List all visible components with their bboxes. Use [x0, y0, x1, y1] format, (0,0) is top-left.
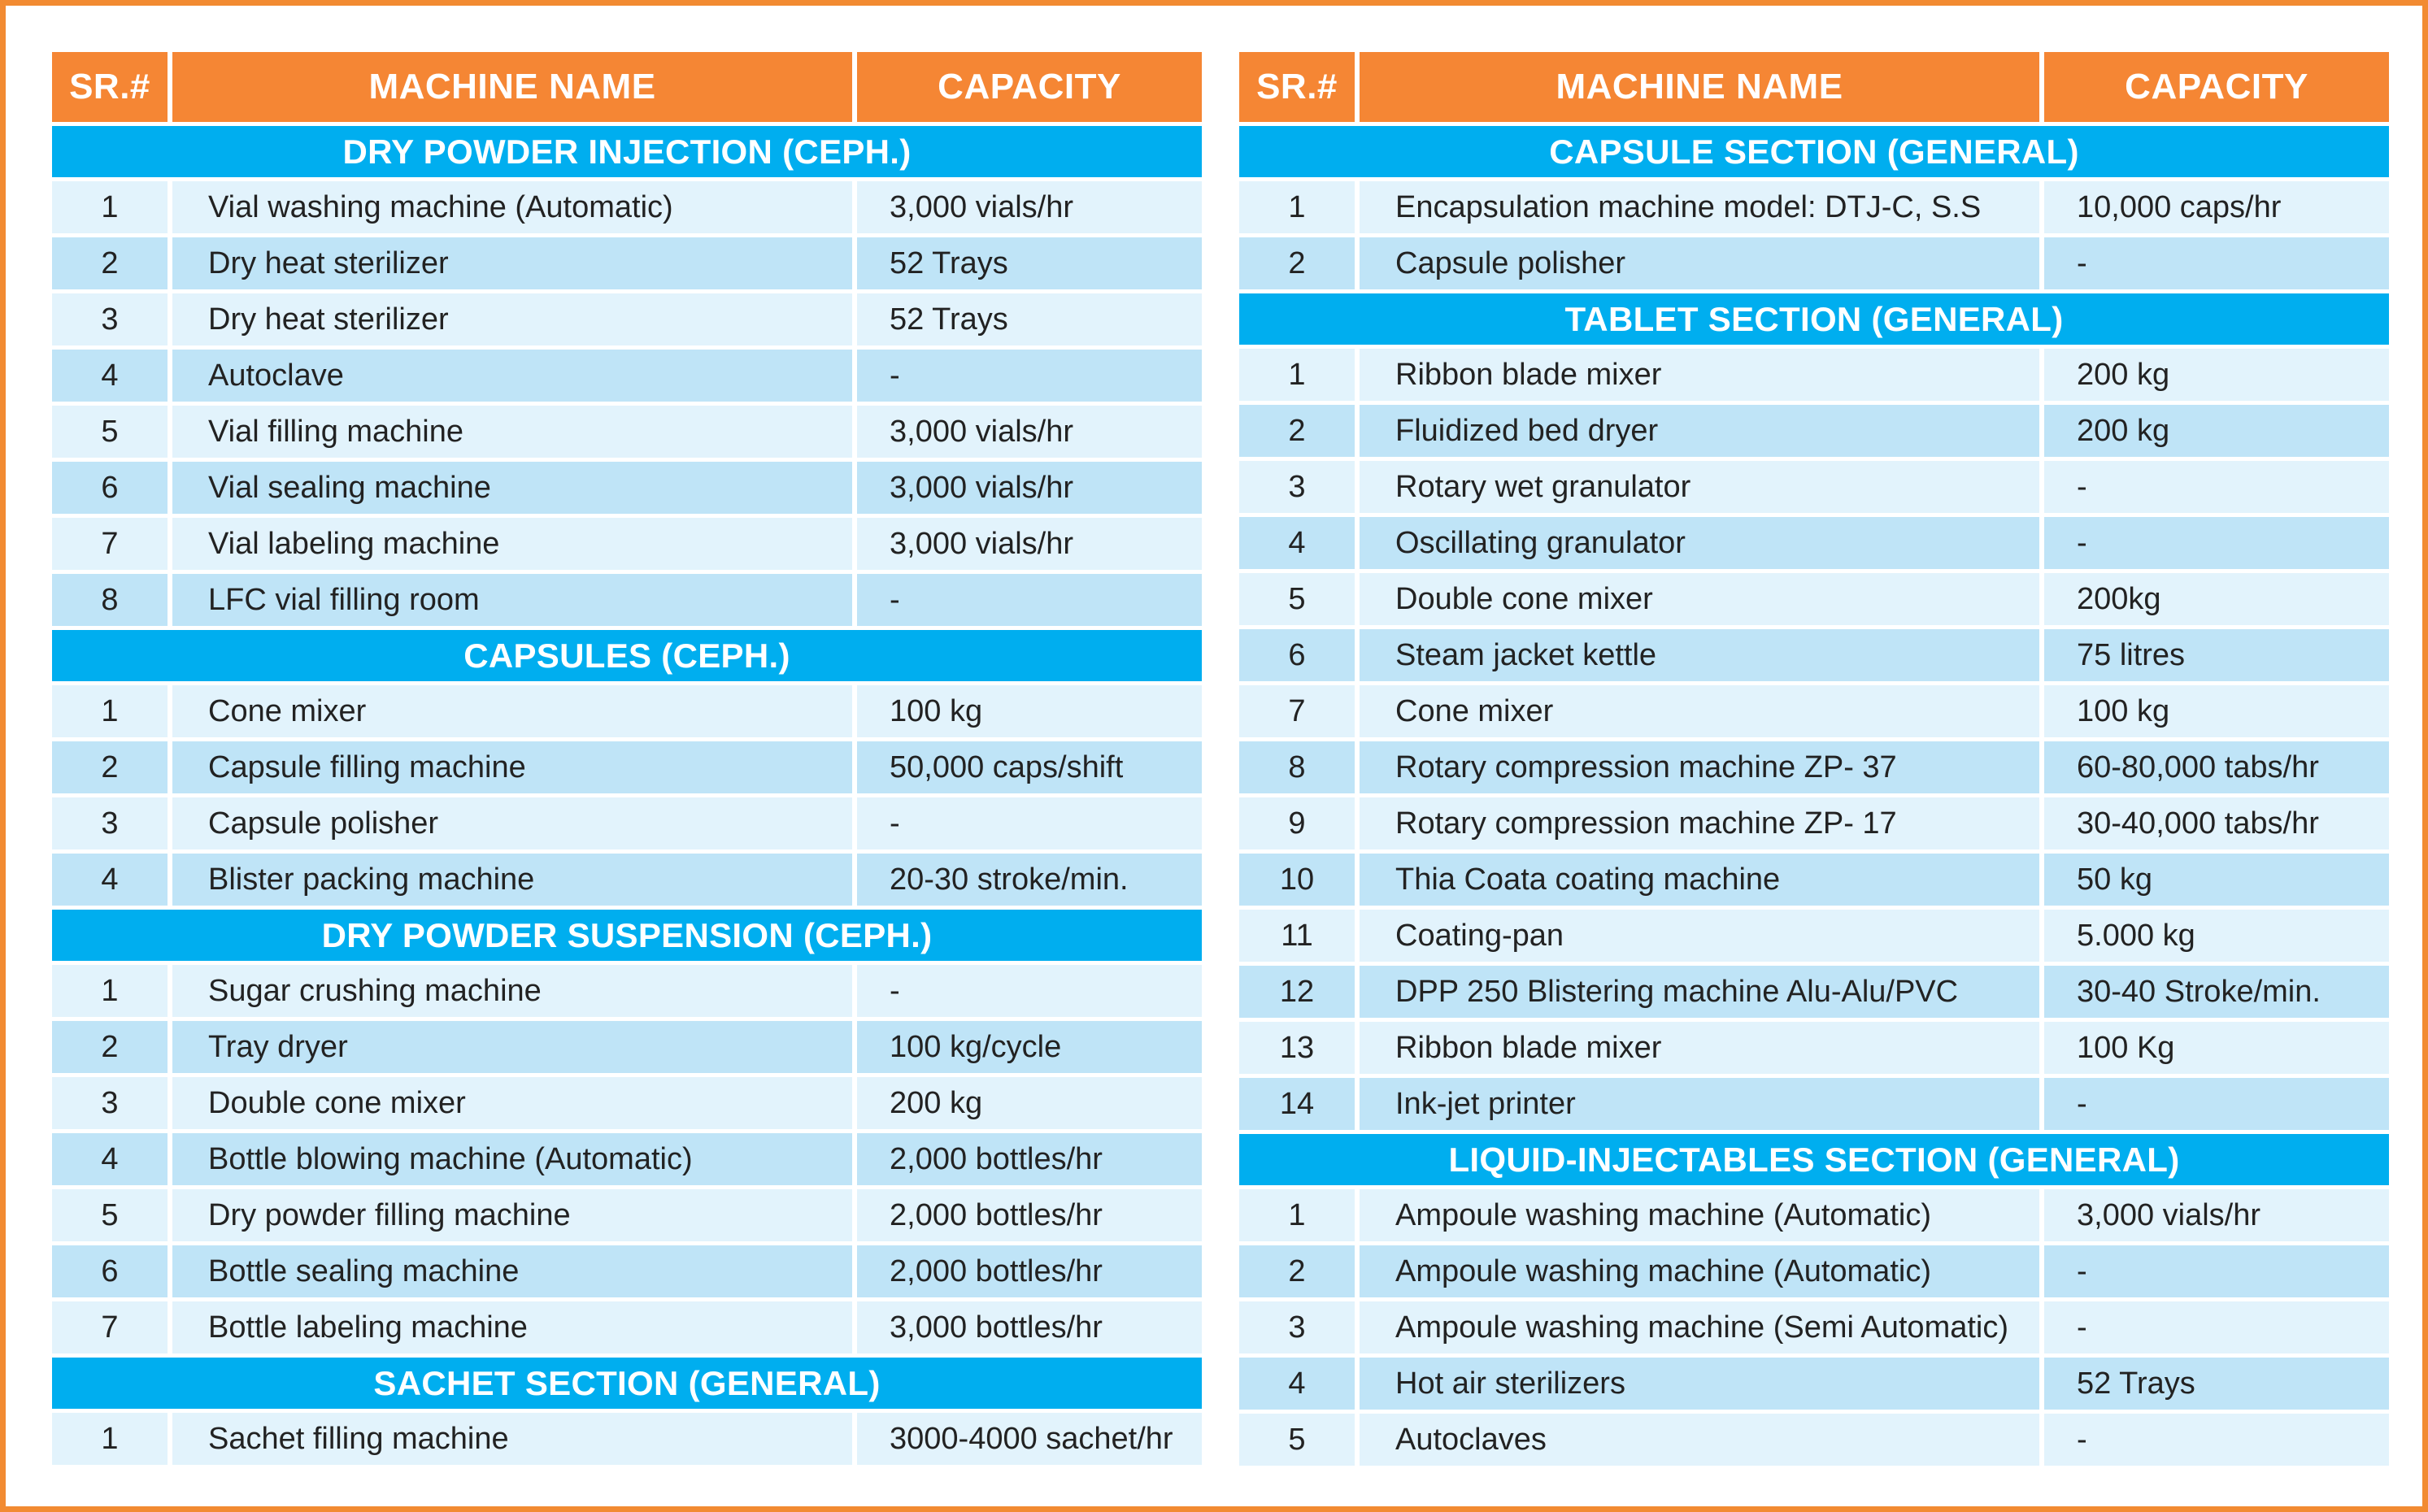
machine-name-cell: Ribbon blade mixer — [1360, 1022, 2044, 1074]
table-row — [1239, 854, 2389, 906]
capacity-cell: - — [2044, 461, 2389, 513]
right-machine-table — [1239, 48, 2389, 1470]
capacity-cell: - — [857, 965, 1202, 1017]
sr-number-cell: 4 — [52, 854, 172, 906]
sr-number-cell: 2 — [1239, 1245, 1360, 1297]
capacity-cell: 50 kg — [2044, 854, 2389, 906]
capacity-cell: - — [2044, 1245, 2389, 1297]
table-row — [52, 237, 1202, 289]
section-header-row — [52, 1358, 1202, 1409]
right-table-body — [1239, 126, 2389, 1466]
section-title: LIQUID-INJECTABLES SECTION (GENERAL) — [1239, 1134, 2389, 1185]
table-row — [1239, 797, 2389, 849]
capacity-cell: 100 kg — [857, 685, 1202, 737]
table-row — [52, 1133, 1202, 1185]
table-row — [1239, 1189, 2389, 1241]
machine-name-cell: Double cone mixer — [172, 1077, 857, 1129]
table-row — [1239, 1245, 2389, 1297]
machine-name-cell: Capsule filling machine — [172, 741, 857, 793]
section-title: TABLET SECTION (GENERAL) — [1239, 293, 2389, 345]
section-title: DRY POWDER SUSPENSION (CEPH.) — [52, 910, 1202, 961]
capacity-cell: - — [857, 574, 1202, 626]
sr-number-cell: 1 — [52, 1413, 172, 1465]
section-title: DRY POWDER INJECTION (CEPH.) — [52, 126, 1202, 177]
machine-name-cell: DPP 250 Blistering machine Alu-Alu/PVC — [1360, 966, 2044, 1018]
sr-number-cell: 13 — [1239, 1022, 1360, 1074]
sr-number-cell: 4 — [52, 350, 172, 402]
machine-name-column-header: MACHINE NAME — [172, 52, 857, 122]
capacity-cell: - — [857, 797, 1202, 849]
machine-name-cell: Vial washing machine (Automatic) — [172, 181, 857, 233]
table-row — [1239, 1414, 2389, 1466]
machine-name-cell: Coating-pan — [1360, 910, 2044, 962]
section-header-row — [52, 126, 1202, 177]
capacity-cell: 100 Kg — [2044, 1022, 2389, 1074]
machine-name-cell: Capsule polisher — [172, 797, 857, 849]
table-row — [52, 1077, 1202, 1129]
table-row — [1239, 405, 2389, 457]
machine-name-cell: Thia Coata coating machine — [1360, 854, 2044, 906]
capacity-cell: 3,000 bottles/hr — [857, 1301, 1202, 1353]
table-row — [52, 1021, 1202, 1073]
machine-name-cell: Vial sealing machine — [172, 462, 857, 514]
machine-name-cell: Rotary compression machine ZP- 37 — [1360, 741, 2044, 793]
section-header-row — [1239, 1134, 2389, 1185]
table-row — [1239, 461, 2389, 513]
table-row — [1239, 517, 2389, 569]
machine-name-cell: Bottle sealing machine — [172, 1245, 857, 1297]
table-header-row — [1239, 52, 2389, 122]
capacity-cell: - — [2044, 237, 2389, 289]
table-header-row — [52, 52, 1202, 122]
capacity-cell: 3,000 vials/hr — [857, 406, 1202, 458]
section-header-row — [1239, 126, 2389, 177]
capacity-cell: 2,000 bottles/hr — [857, 1189, 1202, 1241]
sr-number-cell: 9 — [1239, 797, 1360, 849]
table-row — [1239, 1022, 2389, 1074]
machine-name-cell: Ink-jet printer — [1360, 1078, 2044, 1130]
sr-number-cell: 2 — [1239, 405, 1360, 457]
capacity-cell: 3,000 vials/hr — [857, 518, 1202, 570]
table-row — [1239, 573, 2389, 625]
capacity-cell: 2,000 bottles/hr — [857, 1245, 1202, 1297]
table-row — [52, 797, 1202, 849]
capacity-column-header: CAPACITY — [2044, 52, 2389, 122]
sr-number-cell: 3 — [52, 293, 172, 345]
sr-number-cell: 4 — [52, 1133, 172, 1185]
capacity-cell: 200 kg — [2044, 349, 2389, 401]
capacity-cell: 52 Trays — [2044, 1358, 2389, 1410]
table-row — [1239, 349, 2389, 401]
sr-number-cell: 5 — [52, 406, 172, 458]
sr-number-cell: 5 — [1239, 573, 1360, 625]
machine-name-cell: Bottle labeling machine — [172, 1301, 857, 1353]
machine-name-cell: Ampoule washing machine (Automatic) — [1360, 1189, 2044, 1241]
sr-number-cell: 1 — [1239, 349, 1360, 401]
machine-name-cell: Ribbon blade mixer — [1360, 349, 2044, 401]
sr-number-cell: 10 — [1239, 854, 1360, 906]
capacity-cell: 2,000 bottles/hr — [857, 1133, 1202, 1185]
capacity-column-header: CAPACITY — [857, 52, 1202, 122]
machine-name-cell: Rotary compression machine ZP- 17 — [1360, 797, 2044, 849]
sr-number-cell: 12 — [1239, 966, 1360, 1018]
section-title: CAPSULE SECTION (GENERAL) — [1239, 126, 2389, 177]
sr-number-cell: 7 — [52, 518, 172, 570]
table-row — [52, 965, 1202, 1017]
sr-number-cell: 2 — [52, 741, 172, 793]
sr-number-cell: 3 — [1239, 1301, 1360, 1353]
table-row — [52, 1413, 1202, 1465]
sr-number-cell: 4 — [1239, 1358, 1360, 1410]
table-row — [52, 741, 1202, 793]
left-machine-table — [52, 48, 1202, 1469]
capacity-cell: 60-80,000 tabs/hr — [2044, 741, 2389, 793]
sr-number-cell: 1 — [1239, 1189, 1360, 1241]
machine-name-cell: Sachet filling machine — [172, 1413, 857, 1465]
machine-name-cell: Capsule polisher — [1360, 237, 2044, 289]
machine-name-cell: LFC vial filling room — [172, 574, 857, 626]
capacity-cell: 30-40 Stroke/min. — [2044, 966, 2389, 1018]
table-row — [1239, 741, 2389, 793]
table-row — [52, 574, 1202, 626]
machine-name-cell: Tray dryer — [172, 1021, 857, 1073]
table-row — [1239, 237, 2389, 289]
sr-number-cell: 1 — [52, 965, 172, 1017]
capacity-cell: - — [2044, 517, 2389, 569]
table-row — [52, 854, 1202, 906]
sr-number-cell: 8 — [1239, 741, 1360, 793]
section-header-row — [1239, 293, 2389, 345]
table-row — [1239, 1301, 2389, 1353]
capacity-cell: 50,000 caps/shift — [857, 741, 1202, 793]
capacity-cell: 3,000 vials/hr — [2044, 1189, 2389, 1241]
sr-number-cell: 6 — [52, 1245, 172, 1297]
table-row — [1239, 910, 2389, 962]
capacity-cell: 10,000 caps/hr — [2044, 181, 2389, 233]
sr-number-cell: 6 — [52, 462, 172, 514]
table-row — [52, 181, 1202, 233]
sr-number-cell: 7 — [1239, 685, 1360, 737]
table-row — [52, 406, 1202, 458]
machine-name-cell: Ampoule washing machine (Semi Automatic) — [1360, 1301, 2044, 1353]
table-row — [52, 1189, 1202, 1241]
table-row — [52, 350, 1202, 402]
sr-number-cell: 4 — [1239, 517, 1360, 569]
capacity-cell: 52 Trays — [857, 237, 1202, 289]
capacity-cell: 75 litres — [2044, 629, 2389, 681]
sr-number-cell: 11 — [1239, 910, 1360, 962]
section-title: SACHET SECTION (GENERAL) — [52, 1358, 1202, 1409]
capacity-cell: - — [2044, 1078, 2389, 1130]
sr-number-cell: 3 — [1239, 461, 1360, 513]
left-table-body — [52, 126, 1202, 1465]
capacity-cell: 3000-4000 sachet/hr — [857, 1413, 1202, 1465]
sr-number-cell: 8 — [52, 574, 172, 626]
machine-name-cell: Hot air sterilizers — [1360, 1358, 2044, 1410]
sr-number-cell: 2 — [52, 1021, 172, 1073]
sr-number-cell: 2 — [52, 237, 172, 289]
table-row — [52, 685, 1202, 737]
machine-name-cell: Dry heat sterilizer — [172, 237, 857, 289]
table-row — [1239, 1358, 2389, 1410]
capacity-cell: 52 Trays — [857, 293, 1202, 345]
machine-name-cell: Ampoule washing machine (Automatic) — [1360, 1245, 2044, 1297]
machine-name-column-header: MACHINE NAME — [1360, 52, 2044, 122]
sr-number-cell: 7 — [52, 1301, 172, 1353]
machine-name-cell: Oscillating granulator — [1360, 517, 2044, 569]
capacity-cell: 30-40,000 tabs/hr — [2044, 797, 2389, 849]
capacity-cell: - — [2044, 1301, 2389, 1353]
machine-name-cell: Double cone mixer — [1360, 573, 2044, 625]
table-row — [52, 462, 1202, 514]
capacity-cell: 20-30 stroke/min. — [857, 854, 1202, 906]
machine-name-cell: Vial filling machine — [172, 406, 857, 458]
table-row — [52, 1301, 1202, 1353]
capacity-cell: 200 kg — [857, 1077, 1202, 1129]
machine-name-cell: Fluidized bed dryer — [1360, 405, 2044, 457]
capacity-cell: - — [857, 350, 1202, 402]
sr-number-cell: 1 — [1239, 181, 1360, 233]
table-row — [1239, 629, 2389, 681]
machine-name-cell: Autoclave — [172, 350, 857, 402]
table-row — [1239, 181, 2389, 233]
capacity-cell: - — [2044, 1414, 2389, 1466]
capacity-cell: 3,000 vials/hr — [857, 462, 1202, 514]
sr-column-header: SR.# — [1239, 52, 1360, 122]
sr-number-cell: 2 — [1239, 237, 1360, 289]
section-header-row — [52, 630, 1202, 681]
capacity-cell: 3,000 vials/hr — [857, 181, 1202, 233]
sr-number-cell: 1 — [52, 181, 172, 233]
machine-name-cell: Cone mixer — [1360, 685, 2044, 737]
table-row — [52, 293, 1202, 345]
table-row — [1239, 685, 2389, 737]
section-header-row — [52, 910, 1202, 961]
machine-name-cell: Cone mixer — [172, 685, 857, 737]
capacity-cell: 5.000 kg — [2044, 910, 2389, 962]
machine-name-cell: Bottle blowing machine (Automatic) — [172, 1133, 857, 1185]
sr-number-cell: 3 — [52, 797, 172, 849]
capacity-cell: 100 kg — [2044, 685, 2389, 737]
sr-number-cell: 1 — [52, 685, 172, 737]
sr-number-cell: 6 — [1239, 629, 1360, 681]
machine-name-cell: Autoclaves — [1360, 1414, 2044, 1466]
machine-name-cell: Rotary wet granulator — [1360, 461, 2044, 513]
sr-column-header: SR.# — [52, 52, 172, 122]
sr-number-cell: 14 — [1239, 1078, 1360, 1130]
table-row — [1239, 1078, 2389, 1130]
machine-name-cell: Dry heat sterilizer — [172, 293, 857, 345]
sr-number-cell: 5 — [52, 1189, 172, 1241]
machine-name-cell: Dry powder filling machine — [172, 1189, 857, 1241]
sr-number-cell: 5 — [1239, 1414, 1360, 1466]
capacity-cell: 200kg — [2044, 573, 2389, 625]
table-row — [1239, 966, 2389, 1018]
sr-number-cell: 3 — [52, 1077, 172, 1129]
capacity-cell: 200 kg — [2044, 405, 2389, 457]
machine-name-cell: Sugar crushing machine — [172, 965, 857, 1017]
section-title: CAPSULES (CEPH.) — [52, 630, 1202, 681]
table-row — [52, 1245, 1202, 1297]
machine-name-cell: Vial labeling machine — [172, 518, 857, 570]
machine-name-cell: Encapsulation machine model: DTJ-C, S.S — [1360, 181, 2044, 233]
machine-name-cell: Steam jacket kettle — [1360, 629, 2044, 681]
capacity-cell: 100 kg/cycle — [857, 1021, 1202, 1073]
machine-name-cell: Blister packing machine — [172, 854, 857, 906]
table-row — [52, 518, 1202, 570]
